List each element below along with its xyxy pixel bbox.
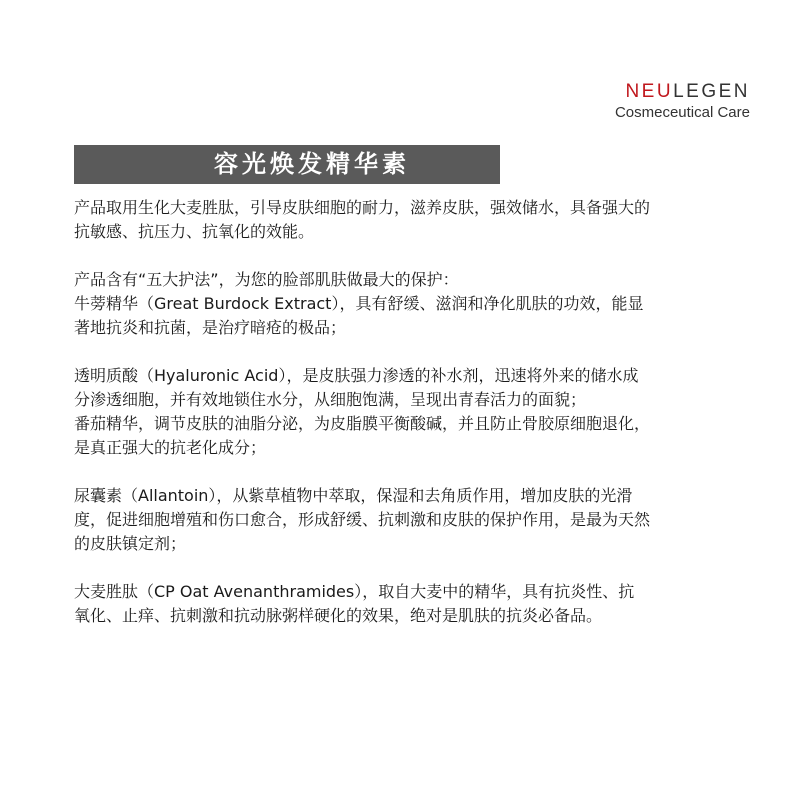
text-line: 度，促进细胞增殖和伤口愈合，形成舒缓、抗刺激和皮肤的保护作用，是最为天然	[74, 510, 651, 529]
text-line: 牛蒡精华（Great Burdock Extract），具有舒缓、滋润和净化肌肤的功效，能显	[74, 294, 644, 313]
text-line: 产品取用生化大麦胜肽，引导皮肤细胞的耐力，滋养皮肤，强效储水，具备强大的	[74, 198, 651, 217]
text-line: 氧化、止痒、抗刺激和抗动脉粥样硬化的效果，绝对是肌肤的抗炎必备品。	[74, 606, 603, 625]
paragraph-oat	[74, 580, 754, 628]
product-description	[74, 196, 754, 652]
text-line: 尿囊素（Allantoin），从紫草植物中萃取，保湿和去角质作用，增加皮肤的光滑	[74, 486, 633, 505]
title-banner	[74, 145, 500, 184]
logo-wordmark	[615, 82, 750, 101]
text-line: 的皮肤镇定剂；	[74, 534, 187, 553]
paragraph-burdock	[74, 268, 754, 340]
text-line: 透明质酸（Hyaluronic Acid），是皮肤强力渗透的补水剂，迅速将外来的储水成	[74, 366, 639, 385]
text-line: 著地抗炎和抗菌，是治疗暗疮的极品；	[74, 318, 347, 337]
page-title: 容光焕发精华素	[214, 150, 410, 178]
brand-logo	[615, 82, 750, 120]
paragraph-intro	[74, 196, 754, 244]
text-line: 是真正强大的抗老化成分；	[74, 438, 267, 457]
paragraph-hyaluronic-tomato	[74, 364, 754, 460]
text-line: 产品含有“五大护法”，为您的脸部肌肤做最大的保护：	[74, 270, 459, 289]
logo-legen: LEGEN	[673, 81, 750, 102]
text-line: 抗敏感、抗压力、抗氧化的效能。	[74, 222, 315, 241]
logo-tagline: Cosmeceutical Care	[614, 104, 750, 121]
text-line: 番茄精华，调节皮肤的油脂分泌，为皮脂膜平衡酸碱，并且防止骨胶原细胞退化，	[74, 414, 651, 433]
paragraph-allantoin	[74, 484, 754, 556]
text-line: 分渗透细胞，并有效地锁住水分，从细胞饱满，呈现出青春活力的面貌；	[74, 390, 587, 409]
text-line: 大麦胜肽（CP Oat Avenanthramides），取自大麦中的精华，具有抗炎性、抗	[74, 582, 635, 601]
logo-neu: NEU	[625, 81, 674, 102]
